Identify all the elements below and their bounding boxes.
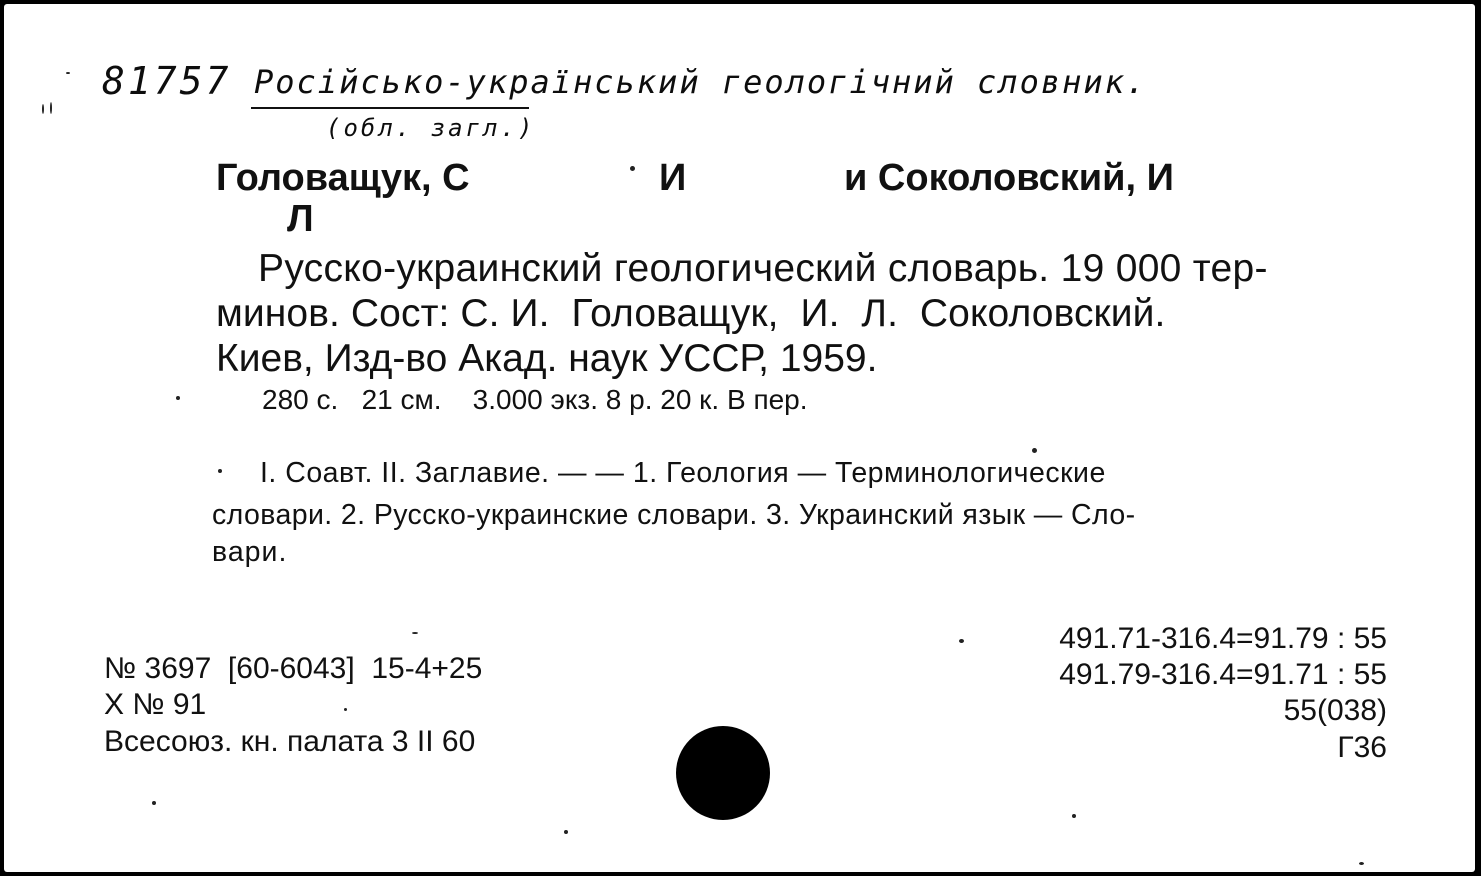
speck <box>1072 814 1076 818</box>
classification-line-1: 491.71-316.4=91.79 : 55 <box>1059 622 1387 655</box>
speck <box>630 166 635 171</box>
author-line-1-coauthor: и Соколовский, И <box>844 157 1174 199</box>
speck <box>564 830 568 834</box>
description-line-2: минов. Сост: С. И. Головащук, И. Л. Соколовский. <box>216 292 1166 335</box>
handwritten-number: 81757 <box>102 59 232 103</box>
speck <box>176 396 180 400</box>
description-line-3: Киев, Изд-во Акад. наук УССР, 1959. <box>216 337 878 380</box>
speck <box>344 708 347 711</box>
footer-left-line-3: Всесоюз. кн. палата 3 II 60 <box>104 725 476 758</box>
description-line-1: Русско-украинский геологический словарь. 19 000 тер- <box>258 247 1268 290</box>
speck <box>959 639 964 643</box>
speck <box>1032 448 1037 453</box>
punch-hole <box>676 726 770 820</box>
speck <box>66 72 70 74</box>
author-line-2: Л <box>287 198 314 240</box>
speck <box>50 102 52 114</box>
footer-left-line-2: Х № 91 <box>104 688 207 721</box>
author-line-1-initial: И <box>659 157 687 199</box>
speck <box>42 104 44 114</box>
handwritten-note: (обл. загл.) <box>326 114 536 142</box>
catalog-card <box>4 4 1475 872</box>
tracing-line-2: словари. 2. Русско-украинские словари. 3. Украинский язык — Сло- <box>212 499 1136 531</box>
classification-line-3: 55(038) <box>1283 694 1387 727</box>
classification-line-2: 491.79-316.4=91.71 : 55 <box>1059 658 1387 691</box>
classification-line-4: Г36 <box>1337 731 1387 764</box>
description-line-4: 280 с. 21 см. 3.000 экз. 8 р. 20 к. В пер. <box>262 384 808 415</box>
tracing-line-1: I. Соавт. II. Заглавие. — — 1. Геология — Терминологические <box>260 457 1106 489</box>
speck <box>218 469 222 473</box>
author-line-1-surname: Головащук, С <box>216 157 470 199</box>
footer-left-line-1: № 3697 [60-6043] 15-4+25 <box>104 652 483 685</box>
speck <box>152 801 156 805</box>
tracing-line-3: вари. <box>212 536 288 568</box>
handwritten-title: Російсько-український геологічний словник. <box>254 63 1148 101</box>
speck <box>412 632 418 634</box>
speck <box>1359 862 1364 865</box>
handwritten-underline <box>251 107 529 109</box>
